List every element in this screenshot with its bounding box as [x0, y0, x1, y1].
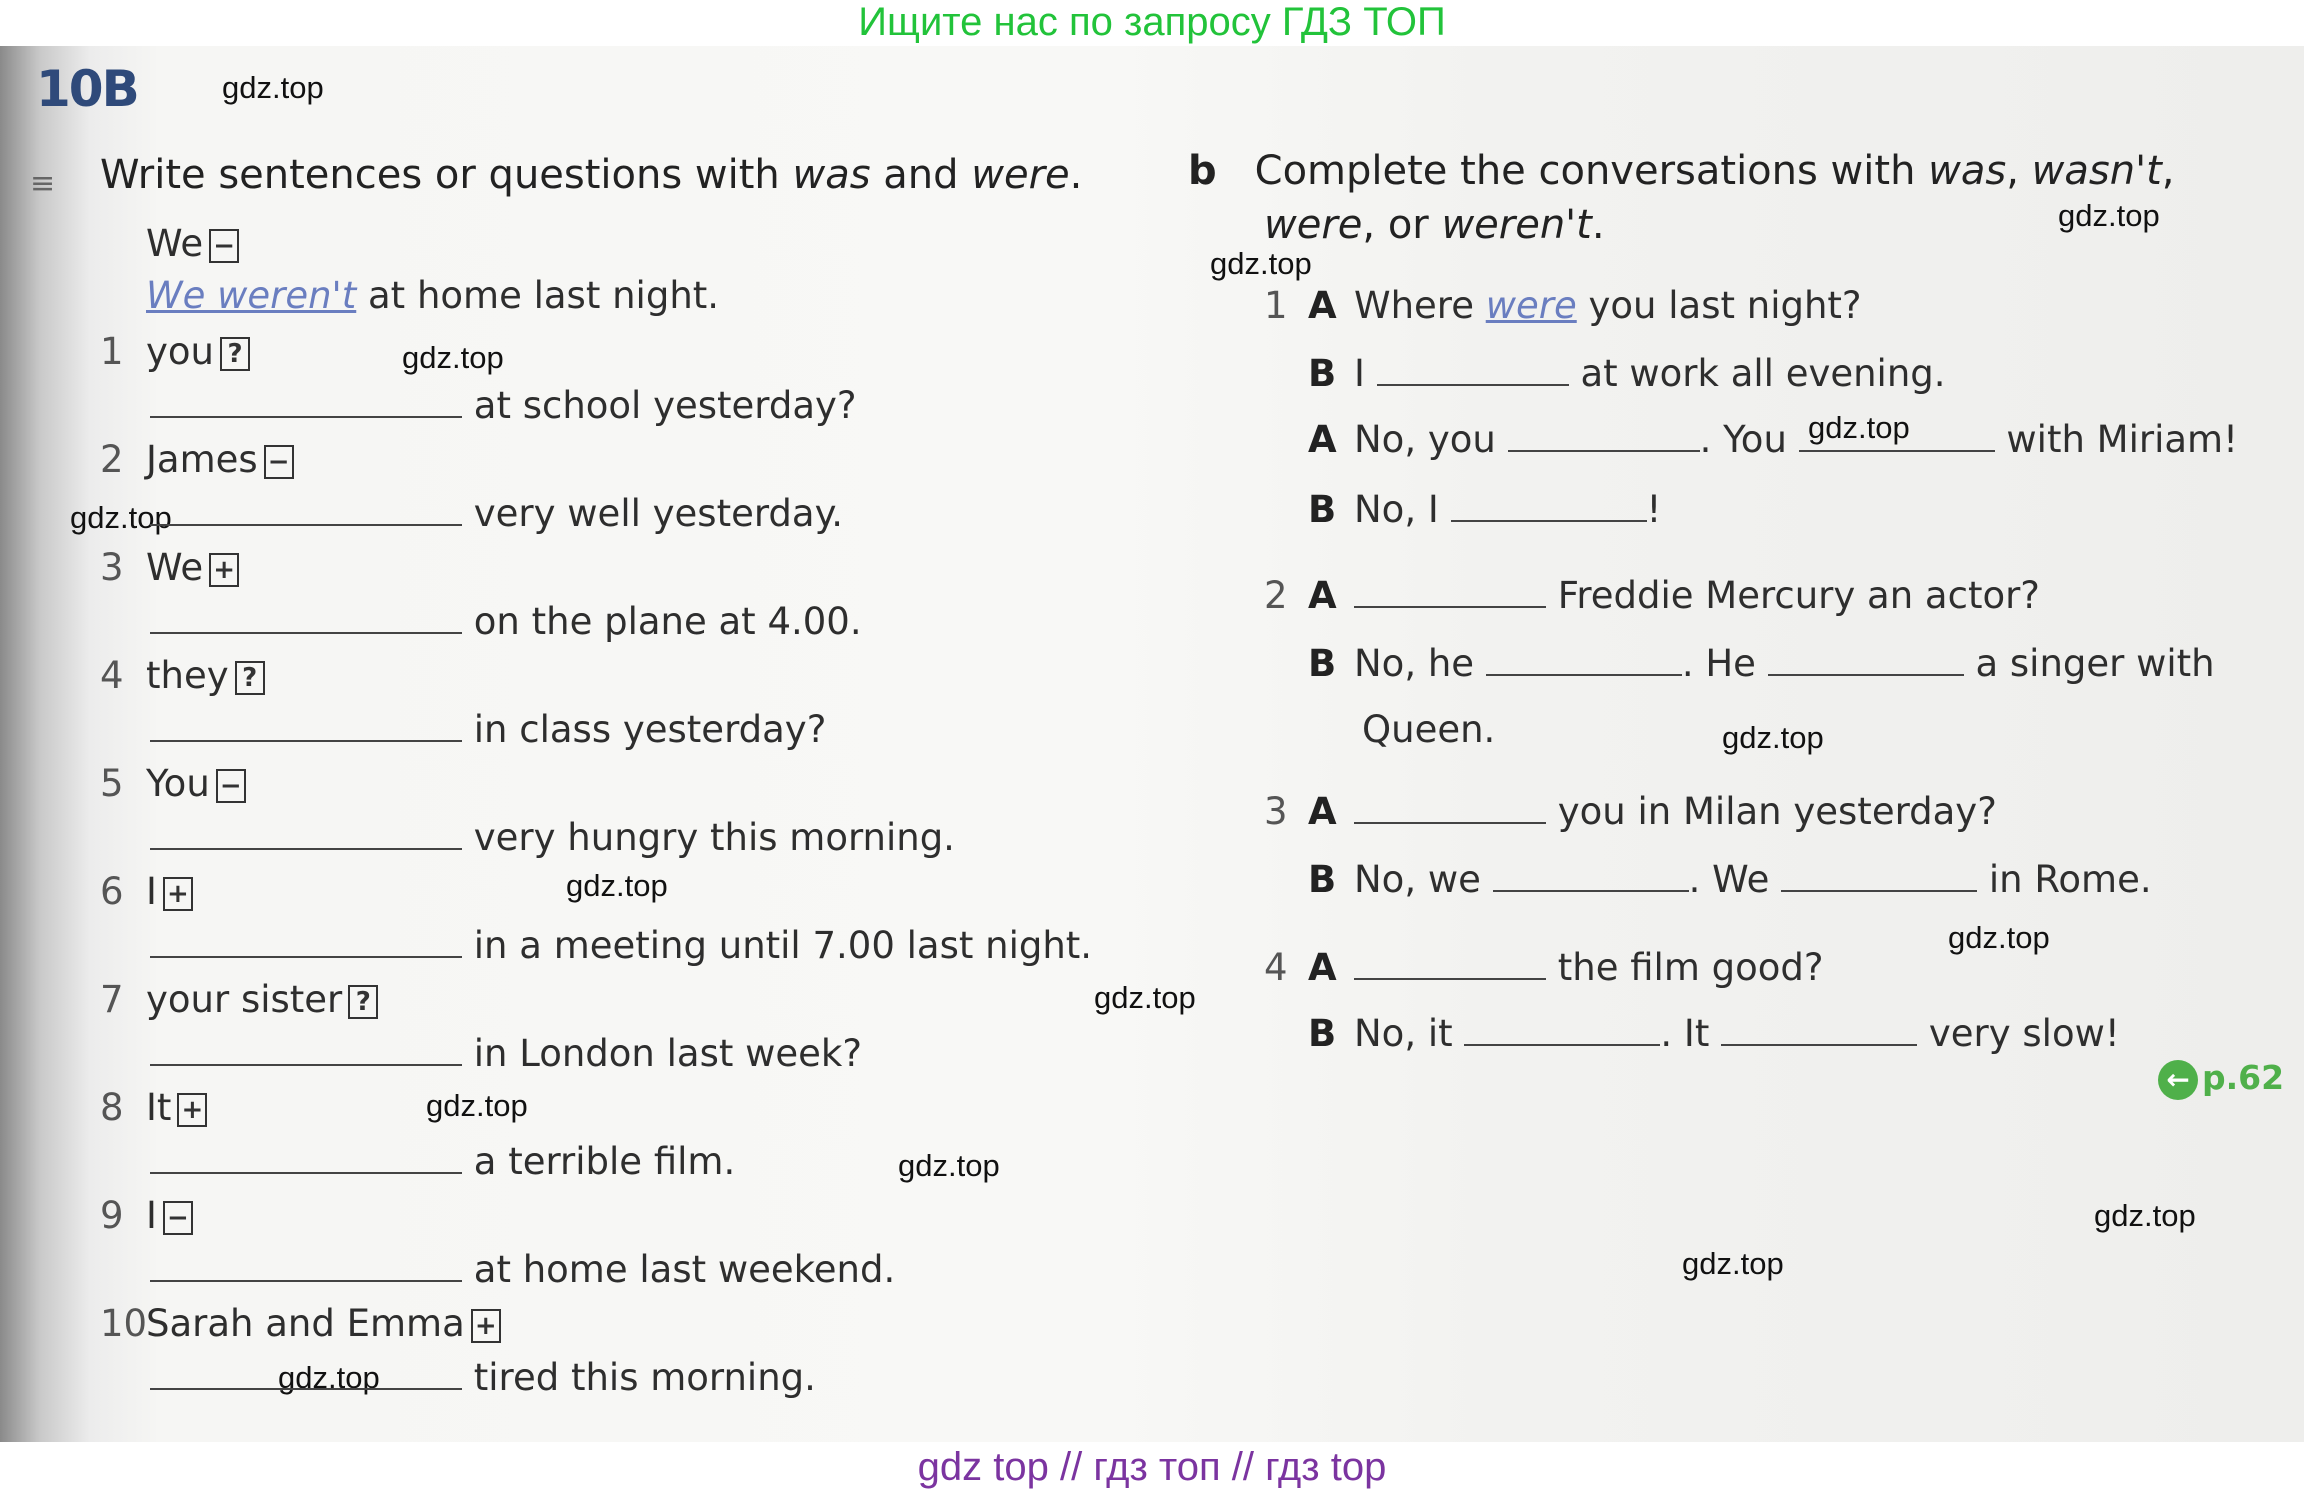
answer-blank[interactable]: [1493, 890, 1689, 892]
textbook-page: [0, 46, 2304, 1442]
sign-box-icon: −: [264, 445, 294, 479]
item-number: 8: [100, 1086, 124, 1129]
item-rest: at school yesterday?: [473, 384, 857, 427]
item-subject: You: [146, 762, 210, 805]
exercise-answer-line: [150, 1248, 895, 1291]
exercise-prompt: [100, 978, 378, 1021]
top-banner: Ищите нас по запросу ГДЗ ТОП: [858, 0, 1446, 44]
item-number: 9: [100, 1194, 124, 1237]
exercise-prompt: [100, 1302, 501, 1345]
watermark: gdz.top: [1722, 720, 1824, 755]
answer-blank[interactable]: [1464, 1044, 1660, 1046]
item-number: 7: [100, 978, 124, 1021]
item-subject: James: [146, 438, 258, 481]
item-subject: Sarah and Emma: [146, 1302, 465, 1345]
item-number: 4: [100, 654, 124, 697]
exercise-answer-line: [150, 1356, 816, 1399]
exercise-prompt: [100, 654, 265, 697]
answer-blank[interactable]: [1721, 1044, 1917, 1046]
section-code: 10B: [36, 60, 138, 118]
part-a-instruction: Write sentences or questions with was and were.: [100, 152, 1083, 198]
answer-blank[interactable]: [1354, 606, 1546, 608]
arrow-left-icon: ←: [2158, 1060, 2198, 1100]
item-subject: We: [146, 546, 204, 589]
example-prompt: We −: [146, 222, 239, 265]
item-rest: a terrible film.: [473, 1140, 736, 1183]
exercise-prompt: [100, 762, 246, 805]
exercise-answer-line: [150, 600, 862, 643]
answer-blank[interactable]: [150, 740, 462, 742]
exercise-answer-line: [150, 384, 857, 427]
answer-blank[interactable]: [1451, 520, 1647, 522]
conv2-line-b: B No, he . He a singer with: [1308, 642, 2215, 685]
item-subject: It: [146, 1086, 172, 1129]
answer-blank[interactable]: [150, 956, 462, 958]
exercise-prompt: [100, 546, 239, 589]
sign-box-icon: +: [209, 553, 239, 587]
sign-box-icon: ?: [220, 337, 250, 371]
item-number: 10: [100, 1302, 148, 1345]
part-b-instruction-line1: b Complete the conversations with was, wasn't,: [1188, 148, 2175, 194]
sign-box-icon: ?: [348, 985, 378, 1019]
page-reference-link[interactable]: ← p.62: [2158, 1058, 2284, 1100]
exercise-answer-line: [150, 1140, 735, 1183]
minus-sign-icon: −: [209, 229, 239, 263]
sign-box-icon: +: [163, 877, 193, 911]
answer-blank[interactable]: [150, 416, 462, 418]
answer-blank[interactable]: [1377, 384, 1569, 386]
exercise-answer-line: [150, 492, 843, 535]
conv2-line-a: 2 A Freddie Mercury an actor?: [1264, 574, 2040, 617]
item-rest: in class yesterday?: [473, 708, 827, 751]
watermark: gdz.top: [1948, 920, 2050, 955]
item-number: 1: [100, 330, 124, 373]
conv2-line-b-cont: Queen.: [1362, 708, 1496, 751]
exercise-prompt: [100, 870, 193, 913]
conv3-line-b: B No, we . We in Rome.: [1308, 858, 2152, 901]
item-number: 6: [100, 870, 124, 913]
answer-blank[interactable]: [1799, 450, 1995, 452]
item-subject: I: [146, 870, 157, 913]
conv1-line-b2: B No, I !: [1308, 488, 1662, 531]
watermark: gdz.top: [278, 1360, 380, 1395]
exercise-answer-line: [150, 1032, 862, 1075]
item-rest: very hungry this morning.: [473, 816, 955, 859]
item-number: 5: [100, 762, 124, 805]
item-rest: in London last week?: [473, 1032, 862, 1075]
answer-blank[interactable]: [150, 1172, 462, 1174]
exercise-prompt: [100, 1086, 207, 1129]
conv3-line-a: 3 A you in Milan yesterday?: [1264, 790, 1997, 833]
footer-banner: gdz top // гдз топ // гдз top: [917, 1445, 1387, 1489]
watermark: gdz.top: [402, 340, 504, 375]
answer-blank[interactable]: [150, 524, 462, 526]
item-subject: they: [146, 654, 229, 697]
watermark: gdz.top: [1808, 410, 1910, 445]
item-number: 3: [100, 546, 124, 589]
watermark: gdz.top: [70, 500, 172, 535]
exercise-answer-line: [150, 708, 826, 751]
answer-blank[interactable]: [150, 1388, 462, 1390]
sign-box-icon: −: [216, 769, 246, 803]
item-subject: I: [146, 1194, 157, 1237]
sign-box-icon: +: [471, 1309, 501, 1343]
watermark: gdz.top: [1682, 1246, 1784, 1281]
example-sentence: We weren't at home last night.: [146, 274, 720, 317]
conv1-line-a2: A No, you . You with Miriam!: [1308, 418, 2238, 461]
answer-blank[interactable]: [1768, 674, 1964, 676]
answer-blank[interactable]: [150, 632, 462, 634]
watermark: gdz.top: [2094, 1198, 2196, 1233]
watermark: gdz.top: [426, 1088, 528, 1123]
item-subject: your sister: [146, 978, 343, 1021]
answer-blank[interactable]: [150, 1280, 462, 1282]
watermark: gdz.top: [566, 868, 668, 903]
exercise-prompt: [100, 438, 294, 481]
item-rest: on the plane at 4.00.: [473, 600, 862, 643]
item-rest: tired this morning.: [473, 1356, 816, 1399]
answer-blank[interactable]: [1354, 978, 1546, 980]
conv4-line-a: 4 A the film good?: [1264, 946, 1824, 989]
sign-box-icon: −: [163, 1201, 193, 1235]
watermark: gdz.top: [1094, 980, 1196, 1015]
answer-blank[interactable]: [1781, 890, 1977, 892]
answer-blank[interactable]: [1486, 674, 1682, 676]
answer-blank[interactable]: [1354, 822, 1546, 824]
item-subject: you: [146, 330, 214, 373]
watermark: gdz.top: [222, 70, 324, 105]
exercise-answer-line: [150, 924, 1092, 967]
item-rest: at home last weekend.: [473, 1248, 896, 1291]
list-bullet-icon: ≡: [30, 166, 56, 201]
answer-blank[interactable]: [1508, 450, 1700, 452]
conv1-line-a: 1 A Where were you last night?: [1264, 284, 1862, 327]
exercise-answer-line: [150, 816, 955, 859]
answer-blank[interactable]: [150, 848, 462, 850]
exercise-prompt: [100, 1194, 193, 1237]
item-rest: very well yesterday.: [473, 492, 843, 535]
part-b-instruction-line2: were, or weren't.: [1264, 202, 1605, 248]
item-rest: in a meeting until 7.00 last night.: [473, 924, 1093, 967]
watermark: gdz.top: [2058, 198, 2160, 233]
answer-blank[interactable]: [150, 1064, 462, 1066]
sign-box-icon: +: [177, 1093, 207, 1127]
item-number: 2: [100, 438, 124, 481]
conv1-line-b: B I at work all evening.: [1308, 352, 1946, 395]
conv4-line-b: B No, it . It very slow!: [1308, 1012, 2120, 1055]
watermark: gdz.top: [1210, 246, 1312, 281]
sign-box-icon: ?: [235, 661, 265, 695]
exercise-prompt: [100, 330, 250, 373]
watermark: gdz.top: [898, 1148, 1000, 1183]
